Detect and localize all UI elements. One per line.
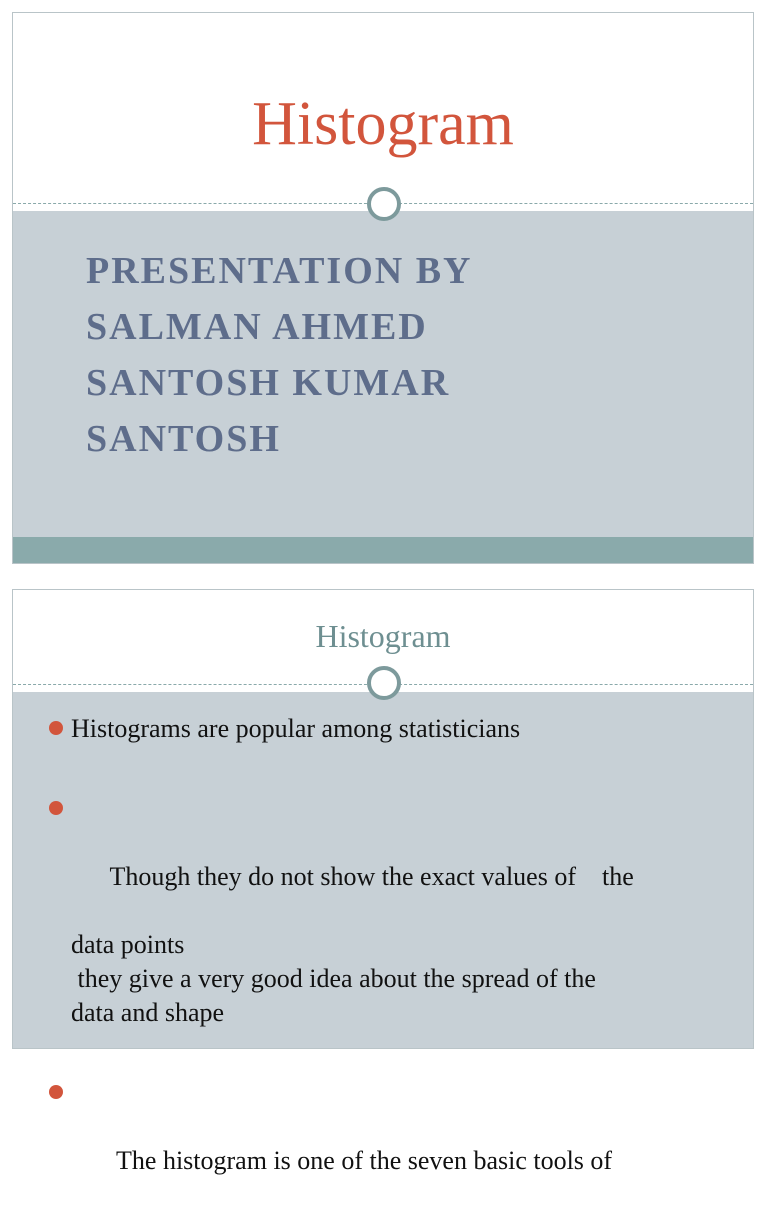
ring-ornament-icon	[367, 666, 401, 700]
bullet-continuation: data and shape	[71, 998, 225, 1027]
slide-title: Histogram	[315, 618, 451, 654]
bullet-text: The histogram is one of the seven basic tools of	[110, 1146, 613, 1175]
footer-bar	[13, 537, 753, 563]
subtitle-block	[86, 243, 473, 467]
list-item	[49, 792, 733, 928]
bullet-icon	[49, 721, 63, 735]
subtitle-line: PRESENTATION BY	[86, 250, 473, 292]
subtitle-line: SANTOSH	[86, 418, 281, 460]
bullet-icon	[49, 801, 63, 815]
bullet-continuation: they give a very good idea about the spread of the	[71, 964, 596, 993]
list-item	[49, 712, 733, 746]
bullet-text: Though they do not show the exact values of the	[109, 862, 634, 891]
slide-1	[12, 12, 754, 564]
bullet-list	[49, 712, 733, 1212]
ring-ornament-icon	[367, 187, 401, 221]
bullet-text: Histograms are popular among statisticians	[71, 714, 521, 743]
slide-title: Histogram	[252, 90, 514, 158]
bullet-icon	[49, 1085, 63, 1099]
subtitle-line: SANTOSH KUMAR	[86, 362, 451, 404]
subtitle-line: SALMAN AHMED	[86, 306, 428, 348]
bullet-continuation: data points	[71, 930, 185, 959]
list-item	[49, 1076, 733, 1212]
slide-2	[12, 589, 754, 1175]
